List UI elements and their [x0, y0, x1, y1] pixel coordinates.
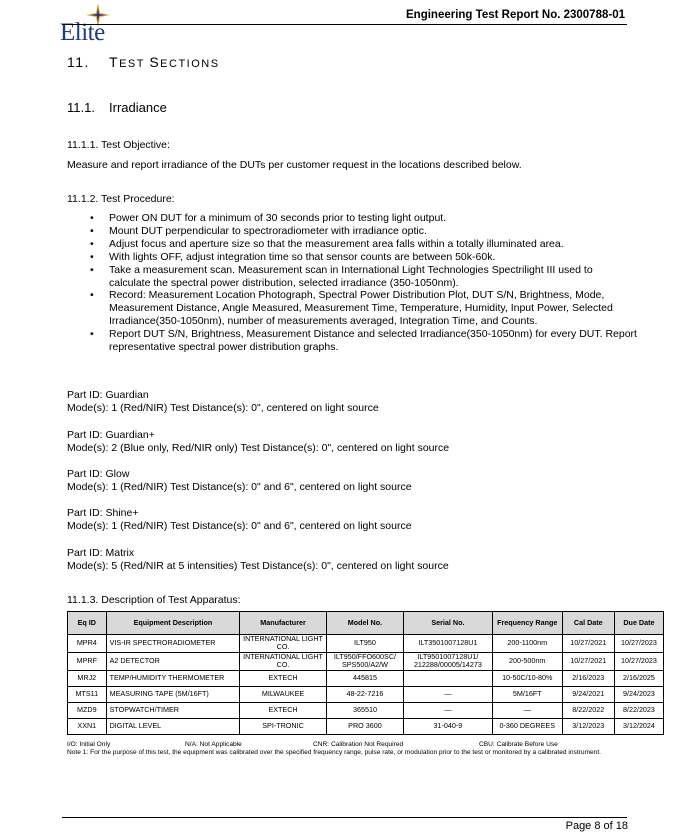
table-row — [68, 718, 664, 734]
subsection-number: 11.1. — [67, 100, 95, 115]
table-cell: PRO 3600 — [326, 718, 403, 734]
apparatus-heading: 11.1.3. Description of Test Apparatus: — [67, 594, 241, 606]
objective-heading: 11.1.1. Test Objective: — [67, 139, 170, 151]
column-header: Eq ID — [68, 612, 107, 635]
table-cell: MEASURING TAPE (5M/16FT) — [106, 686, 240, 702]
procedure-heading: 11.1.2. Test Procedure: — [67, 193, 175, 205]
table-row — [68, 635, 664, 653]
column-header: Model No. — [326, 612, 403, 635]
page-number: Page 8 of 18 — [565, 820, 628, 832]
table-cell: INTERNATIONAL LIGHT CO. — [240, 652, 327, 670]
column-header: Cal Date — [562, 612, 614, 635]
section-number: 11. — [67, 54, 90, 70]
subsection-heading — [67, 100, 167, 115]
table-cell: ILT950/FFO600SC/ SPS500/A2/W — [326, 652, 403, 670]
table-cell: 10/27/2023 — [614, 635, 663, 653]
table-cell: MILWAUKEE — [240, 686, 327, 702]
table-cell: A2 DETECTOR — [106, 652, 240, 670]
list-item: • Report DUT S/N, Brightness, Measurement Distance and selected Irradiance(350-1050nm) for every DUT. Report representative spectral power distribution graphs. — [90, 328, 637, 354]
column-header: Frequency Range — [492, 612, 562, 635]
list-item: • Adjust focus and aperture size so that the measurement area falls within a totally illuminated area. — [90, 237, 564, 250]
table-cell: STOPWATCH/TIMER — [106, 702, 240, 718]
table-legend — [67, 741, 627, 757]
table-cell: 3/12/2023 — [562, 718, 614, 734]
list-item: • With lights OFF, adjust integration time so that sensor counts are between 50k-60k. — [90, 250, 496, 263]
part-id: Part ID: Matrix — [67, 547, 135, 559]
table-cell: 10/27/2023 — [614, 652, 663, 670]
logo-text: Elite — [60, 19, 105, 46]
table-cell: INTERNATIONAL LIGHT CO. — [240, 635, 327, 653]
table-cell: MZD9 — [68, 702, 107, 718]
report-title: Engineering Test Report No. 2300788-01 — [406, 9, 625, 21]
column-header: Equipment Description — [106, 612, 240, 635]
list-item: • Take a measurement scan. Measurement scan in International Light Technologies Spectrilight III used to calculate the spectral power distribution, selected irradiance (350-1050nm). — [90, 263, 593, 289]
table-cell: 10-50C/10-80% — [492, 670, 562, 686]
company-logo — [60, 3, 120, 47]
table-cell: 9/24/2023 — [614, 686, 663, 702]
procedure-list — [67, 212, 637, 354]
table-cell: 8/22/2022 — [562, 702, 614, 718]
part-block-glow — [67, 468, 412, 494]
subsection-title: Irradiance — [109, 100, 167, 115]
abbreviation-line — [67, 741, 627, 749]
part-modes: Mode(s): 1 (Red/NIR) Test Distance(s): 0" and 6", centered on light source — [67, 520, 412, 532]
table-cell: 10/27/2021 — [562, 635, 614, 653]
table-cell: VIS-IR SPECTRORADIOMETER — [106, 635, 240, 653]
part-id: Part ID: Shine+ — [67, 507, 139, 519]
table-cell: 200-1100nm — [492, 635, 562, 653]
table-cell: 48-22-7216 — [326, 686, 403, 702]
table-row — [68, 686, 664, 702]
table-cell: MRJ2 — [68, 670, 107, 686]
part-id: Part ID: Guardian+ — [67, 429, 155, 441]
table-cell: MPR4 — [68, 635, 107, 653]
table-cell: 365510 — [326, 702, 403, 718]
part-modes: Mode(s): 1 (Red/NIR) Test Distance(s): 0", centered on light source — [67, 402, 379, 414]
part-modes: Mode(s): 5 (Red/NIR at 5 intensities) Test Distance(s): 0", centered on light source — [67, 560, 449, 572]
part-block-matrix — [67, 547, 449, 573]
table-cell: 445815 — [326, 670, 403, 686]
header-divider — [62, 24, 627, 25]
list-item: • Power ON DUT for a minimum of 30 seconds prior to testing light output. — [90, 212, 447, 224]
table-cell: EXTECH — [240, 670, 327, 686]
table-cell: 31-040-9 — [404, 718, 493, 734]
part-id: Part ID: Guardian — [67, 389, 149, 401]
abbr-io: I/O: Initial Only — [67, 741, 111, 748]
table-cell: — — [404, 702, 493, 718]
table-cell: 0-360 DEGREES — [492, 718, 562, 734]
table-cell: 200-500nm — [492, 652, 562, 670]
part-id: Part ID: Glow — [67, 468, 130, 480]
table-cell: MTS11 — [68, 686, 107, 702]
part-block-shine-plus — [67, 507, 412, 533]
table-cell: 2/16/2025 — [614, 670, 663, 686]
table-cell: 2/16/2023 — [562, 670, 614, 686]
objective-text: Measure and report irradiance of the DUTs per customer request in the locations described below. — [67, 159, 522, 171]
abbr-cnr: CNR: Calibration Not Required — [313, 741, 404, 748]
table-cell: 3/12/2024 — [614, 718, 663, 734]
footer-divider — [62, 817, 627, 818]
table-cell: MPRF — [68, 652, 107, 670]
part-modes: Mode(s): 2 (Blue only, Red/NIR only) Test Distance(s): 0", centered on light source — [67, 442, 450, 454]
table-cell: 8/22/2023 — [614, 702, 663, 718]
column-header: Serial No. — [404, 612, 493, 635]
table-cell: TEMP/HUMIDITY THERMOMETER — [106, 670, 240, 686]
abbr-na: N/A: Not Applicable — [185, 741, 242, 748]
table-cell: ILT950 — [326, 635, 403, 653]
part-block-guardian-plus — [67, 429, 449, 455]
table-cell: 9/24/2021 — [562, 686, 614, 702]
table-cell: 5M/16FT — [492, 686, 562, 702]
table-header-row — [68, 612, 664, 635]
table-row — [68, 670, 664, 686]
section-heading: 11. TEST SECTIONS — [67, 54, 220, 70]
table-cell: ILT3501007128U1 — [404, 635, 493, 653]
column-header: Due Date — [614, 612, 663, 635]
table-cell: 10/27/2021 — [562, 652, 614, 670]
calibration-note: Note 1: For the purpose of this test, the equipment was calibrated over the specified frequency range, pulse rate, or modulation prior to the test or monitored by a calibrated instrument. — [67, 749, 602, 756]
table-cell: — — [492, 702, 562, 718]
table-row — [68, 702, 664, 718]
table-cell: DIGITAL LEVEL — [106, 718, 240, 734]
table-cell — [404, 670, 493, 686]
apparatus-table — [67, 611, 664, 735]
abbr-cbu: CBU: Calibrate Before Use — [479, 741, 558, 748]
table-cell: SPI-TRONIC — [240, 718, 327, 734]
table-cell: ILT9501007128U1/ 212288/00005/14273 — [404, 652, 493, 670]
list-item: • Mount DUT perpendicular to spectroradiometer with irradiance optic. — [90, 224, 427, 237]
part-block-guardian — [67, 389, 379, 415]
table-cell: — — [404, 686, 493, 702]
table-row — [68, 652, 664, 670]
table-cell: XXN1 — [68, 718, 107, 734]
table-cell: EXTECH — [240, 702, 327, 718]
part-modes: Mode(s): 1 (Red/NIR) Test Distance(s): 0" and 6", centered on light source — [67, 481, 412, 493]
column-header: Manufacturer — [240, 612, 327, 635]
list-item: • Record: Measurement Location Photograph, Spectral Power Distribution Plot, DUT S/N, Brightness, Mode, Measurement Distance, Angle Measured, Measurement Time, Temperature, Humidity, Input Power, Selected Irradiance(350-1050nm), number of measurements averaged, Integration Time, and Counts. — [90, 289, 613, 328]
